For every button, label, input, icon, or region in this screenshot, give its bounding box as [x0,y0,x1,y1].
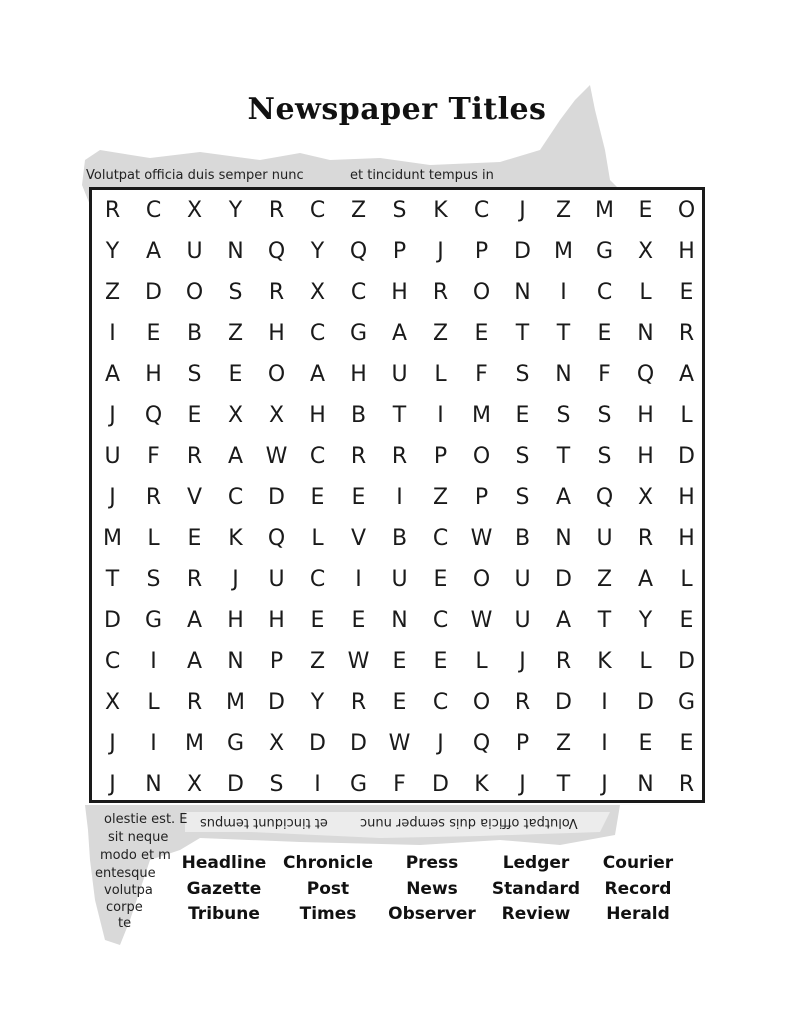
grid-letter[interactable]: M [595,198,614,223]
grid-letter[interactable]: W [470,526,493,551]
grid-letter[interactable]: S [269,772,284,797]
grid-letter[interactable]: S [515,362,530,387]
grid-letter[interactable]: X [268,731,285,756]
grid-letter[interactable]: I [355,567,362,592]
grid-letter[interactable]: J [437,239,444,264]
grid-letter[interactable]: H [268,321,285,346]
grid-letter[interactable]: M [226,690,245,715]
grid-letter[interactable]: E [679,731,694,756]
scrap-text-bottom-b: et tincidunt tempus [200,815,328,830]
grid-letter[interactable]: A [555,485,572,510]
grid-letter[interactable]: L [475,649,488,674]
grid-letter[interactable]: C [309,444,326,469]
grid-letter[interactable]: Y [310,239,325,264]
grid-letter[interactable]: U [514,608,531,633]
grid-letter[interactable]: U [514,567,531,592]
grid-letter[interactable]: R [350,444,367,469]
grid-letter[interactable]: P [269,649,284,674]
grid-letter[interactable]: E [474,321,489,346]
grid-letter[interactable]: P [433,444,448,469]
grid-letter[interactable]: G [144,608,163,633]
grid-letter[interactable]: X [309,280,326,305]
grid-letter[interactable]: T [556,444,571,469]
grid-letter[interactable]: R [145,485,162,510]
grid-letter[interactable]: Y [310,690,325,715]
grid-letter[interactable]: E [597,321,612,346]
scrap-text-left-6: te [118,916,132,931]
grid-letter[interactable]: I [150,731,157,756]
grid-letter[interactable]: B [186,321,203,346]
grid-letter[interactable]: S [597,403,612,428]
grid-letter[interactable]: V [350,526,367,551]
grid-letter[interactable]: N [227,239,244,264]
grid-letter[interactable]: R [678,772,695,797]
grid-letter[interactable]: X [637,239,654,264]
grid-letter[interactable]: O [472,280,491,305]
grid-letter[interactable]: E [392,649,407,674]
grid-letter[interactable]: S [228,280,243,305]
grid-letter[interactable]: D [268,485,285,510]
grid-letter[interactable]: S [515,444,530,469]
grid-letter[interactable]: W [388,731,411,756]
grid-letter[interactable]: R [432,280,449,305]
grid-letter[interactable]: M [185,731,204,756]
grid-letter[interactable]: D [227,772,244,797]
grid-letter[interactable]: D [104,608,121,633]
grid-letter[interactable]: Q [267,239,286,264]
grid-letter[interactable]: W [265,444,288,469]
grid-letter[interactable]: C [432,526,449,551]
grid-letter[interactable]: H [637,444,654,469]
grid-letter[interactable]: D [678,444,695,469]
grid-letter[interactable]: X [637,485,654,510]
grid-letter[interactable]: L [147,690,160,715]
grid-letter[interactable]: H [268,608,285,633]
grid-letter[interactable]: H [678,485,695,510]
grid-letter[interactable]: Q [349,239,368,264]
grid-letter[interactable]: E [187,403,202,428]
grid-letter[interactable]: G [595,239,614,264]
grid-letter[interactable]: O [472,567,491,592]
grid-letter[interactable]: P [474,485,489,510]
scrap-text-top: Volutpat officia duis semper nunc [86,168,304,183]
grid-letter[interactable]: Z [309,649,326,674]
grid-letter[interactable]: U [596,526,613,551]
grid-letter[interactable]: X [104,690,121,715]
grid-letter[interactable]: B [514,526,531,551]
scrap-text-left-3: entesque [95,866,156,881]
grid-letter[interactable]: D [678,649,695,674]
grid-letter[interactable]: E [146,321,161,346]
grid-letter[interactable]: A [637,567,654,592]
grid-letter[interactable]: I [314,772,321,797]
grid-letter[interactable]: U [104,444,121,469]
grid-letter[interactable]: R [678,321,695,346]
grid-letter[interactable]: E [310,485,325,510]
grid-letter[interactable]: I [109,321,116,346]
grid-letter[interactable]: E [679,608,694,633]
grid-letter[interactable]: P [515,731,530,756]
grid-letter[interactable]: Z [555,731,572,756]
grid-letter[interactable]: A [186,649,203,674]
grid-letter[interactable]: F [393,772,406,797]
scrap-text-left-5: corpe [106,900,143,915]
grid-letter[interactable]: J [232,567,239,592]
grid-letter[interactable]: N [227,649,244,674]
scrap-text-top-b: et tincidunt tempus in [350,168,494,183]
word-list-item: Review [501,904,571,924]
grid-letter[interactable]: U [391,362,408,387]
word-search-grid [89,187,705,803]
scrap-text-left-2: modo et m [100,848,171,863]
word-list-item: Headline [181,853,267,873]
grid-letter[interactable]: A [391,321,408,346]
grid-letter[interactable]: H [678,239,695,264]
grid-letter[interactable]: G [349,772,368,797]
grid-letter[interactable]: Q [595,485,614,510]
grid-letter[interactable]: C [432,690,449,715]
grid-letter[interactable]: G [349,321,368,346]
grid-letter[interactable]: L [147,526,160,551]
grid-letter[interactable]: T [556,772,571,797]
grid-letter[interactable]: P [392,239,407,264]
grid-letter[interactable]: O [472,690,491,715]
grid-letter[interactable]: F [475,362,488,387]
grid-letter[interactable]: N [145,772,162,797]
grid-letter[interactable]: N [555,362,572,387]
grid-letter[interactable]: G [226,731,245,756]
word-list-item: Record [604,878,672,899]
grid-letter[interactable]: S [515,485,530,510]
grid-letter[interactable]: D [145,280,162,305]
grid-letter[interactable]: C [473,198,490,223]
grid-letter[interactable]: E [638,731,653,756]
word-list-item: News [406,878,458,899]
grid-letter[interactable]: K [474,772,489,797]
grid-letter[interactable]: E [433,567,448,592]
grid-letter[interactable]: O [185,280,204,305]
grid-letter[interactable]: S [146,567,161,592]
grid-letter[interactable]: X [186,772,203,797]
grid-letter[interactable]: A [309,362,326,387]
grid-letter[interactable]: K [433,198,448,223]
word-list-item: Times [299,904,357,924]
word-list-item: Tribune [188,904,260,924]
grid-letter[interactable]: S [556,403,571,428]
grid-letter[interactable]: R [104,198,121,223]
grid-letter[interactable]: N [637,321,654,346]
grid-letter[interactable]: E [679,280,694,305]
grid-letter[interactable]: B [391,526,408,551]
grid-letter[interactable]: R [637,526,654,551]
grid-letter[interactable]: P [474,239,489,264]
grid-letter[interactable]: L [680,567,693,592]
grid-letter[interactable]: E [515,403,530,428]
grid-letter[interactable]: D [555,690,572,715]
grid-letter[interactable]: I [150,649,157,674]
grid-letter[interactable]: E [638,198,653,223]
grid-letter[interactable]: H [678,526,695,551]
grid-letter[interactable]: J [109,772,116,797]
grid-letter[interactable]: S [187,362,202,387]
grid-letter[interactable]: L [639,280,652,305]
grid-letter[interactable]: Z [555,198,572,223]
grid-letter[interactable]: A [145,239,162,264]
grid-letter[interactable]: F [598,362,611,387]
grid-letter[interactable]: D [637,690,654,715]
grid-letter[interactable]: A [555,608,572,633]
grid-letter[interactable]: U [268,567,285,592]
grid-letter[interactable]: E [310,608,325,633]
grid-letter[interactable]: H [350,362,367,387]
grid-letter[interactable]: T [105,567,120,592]
grid-letter[interactable]: X [268,403,285,428]
grid-letter[interactable]: M [103,526,122,551]
grid-letter[interactable]: C [309,198,326,223]
grid-letter[interactable]: H [309,403,326,428]
grid-cells [92,190,702,800]
grid-letter[interactable]: C [309,567,326,592]
grid-letter[interactable]: S [392,198,407,223]
grid-letter[interactable]: Q [144,403,163,428]
grid-letter[interactable]: C [596,280,613,305]
grid-letter[interactable]: R [268,280,285,305]
scrap-text-left-7: olestie est. E [104,812,188,827]
grid-letter[interactable]: R [186,567,203,592]
word-list-item: Chronicle [282,853,373,873]
word-list-item: Post [306,878,350,899]
grid-letter[interactable]: Z [350,198,367,223]
grid-letter[interactable]: D [268,690,285,715]
grid-letter[interactable]: R [186,690,203,715]
grid-letter[interactable]: L [311,526,324,551]
puzzle-title: Newspaper Titles [247,92,547,127]
grid-letter[interactable]: J [109,485,116,510]
grid-letter[interactable]: E [433,649,448,674]
word-list-item: Gazette [186,878,262,899]
grid-letter[interactable]: N [637,772,654,797]
grid-letter[interactable]: L [434,362,447,387]
grid-letter[interactable]: Q [472,731,491,756]
word-list [172,853,682,933]
grid-letter[interactable]: W [470,608,493,633]
grid-letter[interactable]: C [104,649,121,674]
grid-letter[interactable]: J [437,731,444,756]
grid-letter[interactable]: A [104,362,121,387]
word-list-item: Ledger [502,853,570,873]
grid-letter[interactable]: I [437,403,444,428]
grid-letter[interactable]: C [227,485,244,510]
grid-letter[interactable]: O [472,444,491,469]
grid-letter[interactable]: E [392,690,407,715]
grid-letter[interactable]: Z [104,280,121,305]
grid-letter[interactable]: S [597,444,612,469]
grid-letter[interactable]: C [145,198,162,223]
grid-letter[interactable]: R [391,444,408,469]
grid-letter[interactable]: F [147,444,160,469]
grid-letter[interactable]: A [227,444,244,469]
grid-letter[interactable]: Z [432,321,449,346]
grid-letter[interactable]: R [350,690,367,715]
grid-letter[interactable]: J [109,403,116,428]
scrap-text-left-4: volutpa [104,883,153,898]
word-list-item: Observer [388,904,476,924]
grid-letter[interactable]: C [432,608,449,633]
grid-letter[interactable]: C [309,321,326,346]
grid-letter[interactable]: J [601,772,608,797]
grid-letter[interactable]: T [556,321,571,346]
grid-letter[interactable]: D [555,567,572,592]
grid-letter[interactable]: Q [636,362,655,387]
grid-letter[interactable]: W [347,649,370,674]
grid-letter[interactable]: B [350,403,367,428]
grid-letter[interactable]: M [472,403,491,428]
grid-letter[interactable]: L [639,649,652,674]
grid-letter[interactable]: K [228,526,243,551]
word-list-item: Press [405,853,459,873]
scrap-text-left-1: sit neque [108,830,169,845]
scrap-text-bottom-a: Volutpat officia duis semper nunc [360,815,578,830]
grid-letter[interactable]: O [677,198,696,223]
grid-letter[interactable]: U [391,567,408,592]
grid-letter[interactable]: I [601,690,608,715]
grid-letter[interactable]: I [396,485,403,510]
grid-letter[interactable]: R [555,649,572,674]
grid-letter[interactable]: J [519,772,526,797]
grid-letter[interactable]: I [560,280,567,305]
grid-letter[interactable]: D [432,772,449,797]
grid-letter[interactable]: Y [105,239,120,264]
grid-letter[interactable]: D [514,239,531,264]
word-list-item: Standard [491,878,581,899]
grid-letter[interactable]: E [351,608,366,633]
grid-letter[interactable]: L [680,403,693,428]
grid-letter[interactable]: R [514,690,531,715]
grid-letter[interactable]: A [678,362,695,387]
grid-letter[interactable]: N [555,526,572,551]
grid-letter[interactable]: E [351,485,366,510]
grid-letter[interactable]: R [268,198,285,223]
grid-letter[interactable]: Z [227,321,244,346]
grid-letter[interactable]: O [267,362,286,387]
grid-letter[interactable]: J [519,649,526,674]
grid-letter[interactable]: N [391,608,408,633]
grid-letter[interactable]: X [227,403,244,428]
grid-letter[interactable]: K [597,649,612,674]
grid-letter[interactable]: Q [267,526,286,551]
word-list-item: Courier [602,853,674,873]
grid-letter[interactable]: C [350,280,367,305]
grid-letter[interactable]: V [186,485,203,510]
grid-letter[interactable]: U [186,239,203,264]
grid-letter[interactable]: T [515,321,530,346]
grid-letter[interactable]: E [228,362,243,387]
grid-letter[interactable]: T [392,403,407,428]
grid-letter[interactable]: Y [638,608,653,633]
grid-letter[interactable]: Z [596,567,613,592]
grid-letter[interactable]: A [186,608,203,633]
grid-letter[interactable]: Y [228,198,243,223]
grid-letter[interactable]: N [514,280,531,305]
grid-letter[interactable]: G [677,690,696,715]
grid-letter[interactable]: Z [432,485,449,510]
grid-letter[interactable]: T [597,608,612,633]
grid-letter[interactable]: H [227,608,244,633]
grid-letter[interactable]: H [391,280,408,305]
word-list-item: Herald [606,904,670,924]
grid-letter[interactable]: X [186,198,203,223]
grid-letter[interactable]: I [601,731,608,756]
grid-letter[interactable]: D [309,731,326,756]
grid-letter[interactable]: J [109,731,116,756]
grid-letter[interactable]: H [637,403,654,428]
grid-letter[interactable]: E [187,526,202,551]
grid-letter[interactable]: R [186,444,203,469]
grid-letter[interactable]: J [519,198,526,223]
grid-letter[interactable]: H [145,362,162,387]
grid-letter[interactable]: D [350,731,367,756]
grid-letter[interactable]: M [554,239,573,264]
